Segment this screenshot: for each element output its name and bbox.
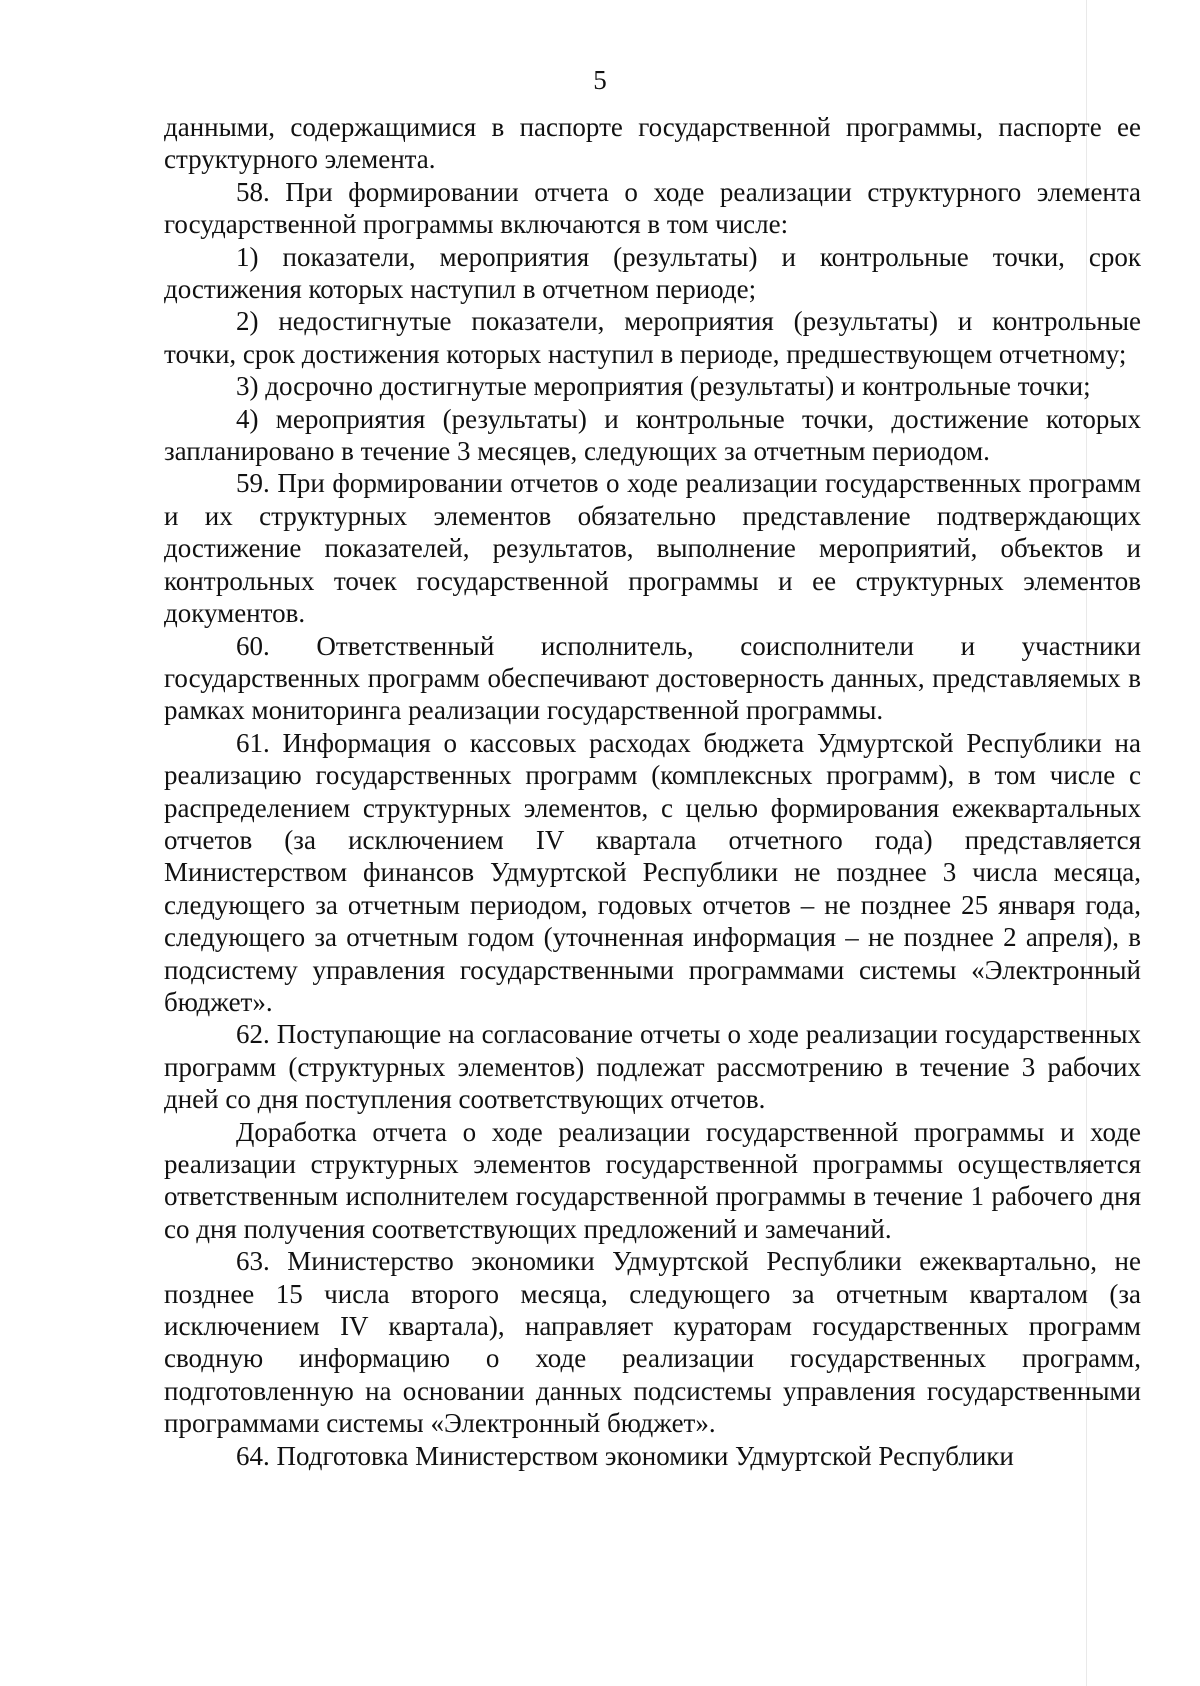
document-body bbox=[164, 111, 1141, 1472]
paragraph-62-revision: Доработка отчета о ходе реализации государственной программы и ходе реализации структурных элементов государственной программы осуществляется ответственным исполнителем государственной программы в течение 1 рабочего дня со дня получения соответствующих предложений и замечаний. bbox=[164, 1116, 1141, 1244]
paragraph-61: 61. Информация о кассовых расходах бюджета Удмуртской Республики на реализацию государственных программ (комплексных программ), в том числе с распределением структурных элементов, с целью формирования ежеквартальных отчетов (за исключением IV квартала отчетного года) представляется Министерством финансов Удмуртской Республики не позднее 3 числа месяца, следующего за отчетным периодом, годовых отчетов – не позднее 25 января года, следующего за отчетным годом (уточненная информация – не позднее 2 апреля), в подсистему управления государственными программами системы «Электронный бюджет». bbox=[164, 727, 1141, 1017]
paragraph-62: 62. Поступающие на согласование отчеты о ходе реализации государственных программ (структурных элементов) подлежат рассмотрению в течение 3 рабочих дней со дня поступления соответствующих отчетов. bbox=[164, 1019, 1141, 1115]
paragraph-60: 60. Ответственный исполнитель, соисполнители и участники государственных программ обеспечивают достоверность данных, представляемых в рамках мониторинга реализации государственной программы. bbox=[164, 630, 1141, 726]
list-item-3: 3) досрочно достигнутые мероприятия (результаты) и контрольные точки; bbox=[236, 371, 1091, 402]
page-number: 5 bbox=[593, 65, 607, 95]
paragraph-58: 58. При формировании отчета о ходе реализации структурного элемента государственной программы включаются в том числе: bbox=[164, 176, 1141, 240]
paragraph-continuation: данными, содержащимися в паспорте государственной программы, паспорте ее структурного элемента. bbox=[164, 112, 1141, 175]
list-item-2: 2) недостигнутые показатели, мероприятия (результаты) и контрольные точки, срок достижения которых наступил в периоде, предшествующем отчетному; bbox=[164, 306, 1141, 369]
paragraph-59: 59. При формировании отчетов о ходе реализации государственных программ и их структурных элементов обязательно представление подтверждающих достижение показателей, результатов, выполнение мероприятий, объектов и контрольных точек государственной программы и ее структурных элементов документов. bbox=[164, 468, 1141, 629]
list-item-4: 4) мероприятия (результаты) и контрольные точки, достижение которых запланировано в течение 3 месяцев, следующих за отчетным периодом. bbox=[164, 403, 1141, 467]
paragraph-63: 63. Министерство экономики Удмуртской Республики ежеквартально, не позднее 15 числа второго месяца, следующего за отчетным кварталом (за исключением IV квартала), направляет кураторам государственных программ сводную информацию о ходе реализации государственных программ, подготовленную на основании данных подсистемы управления государственными программами системы «Электронный бюджет». bbox=[164, 1246, 1141, 1439]
list-item-1: 1) показатели, мероприятия (результаты) и контрольные точки, срок достижения которых наступил в отчетном периоде; bbox=[164, 241, 1141, 305]
paragraph-64: 64. Подготовка Министерством экономики Удмуртской Республики bbox=[236, 1440, 1014, 1471]
